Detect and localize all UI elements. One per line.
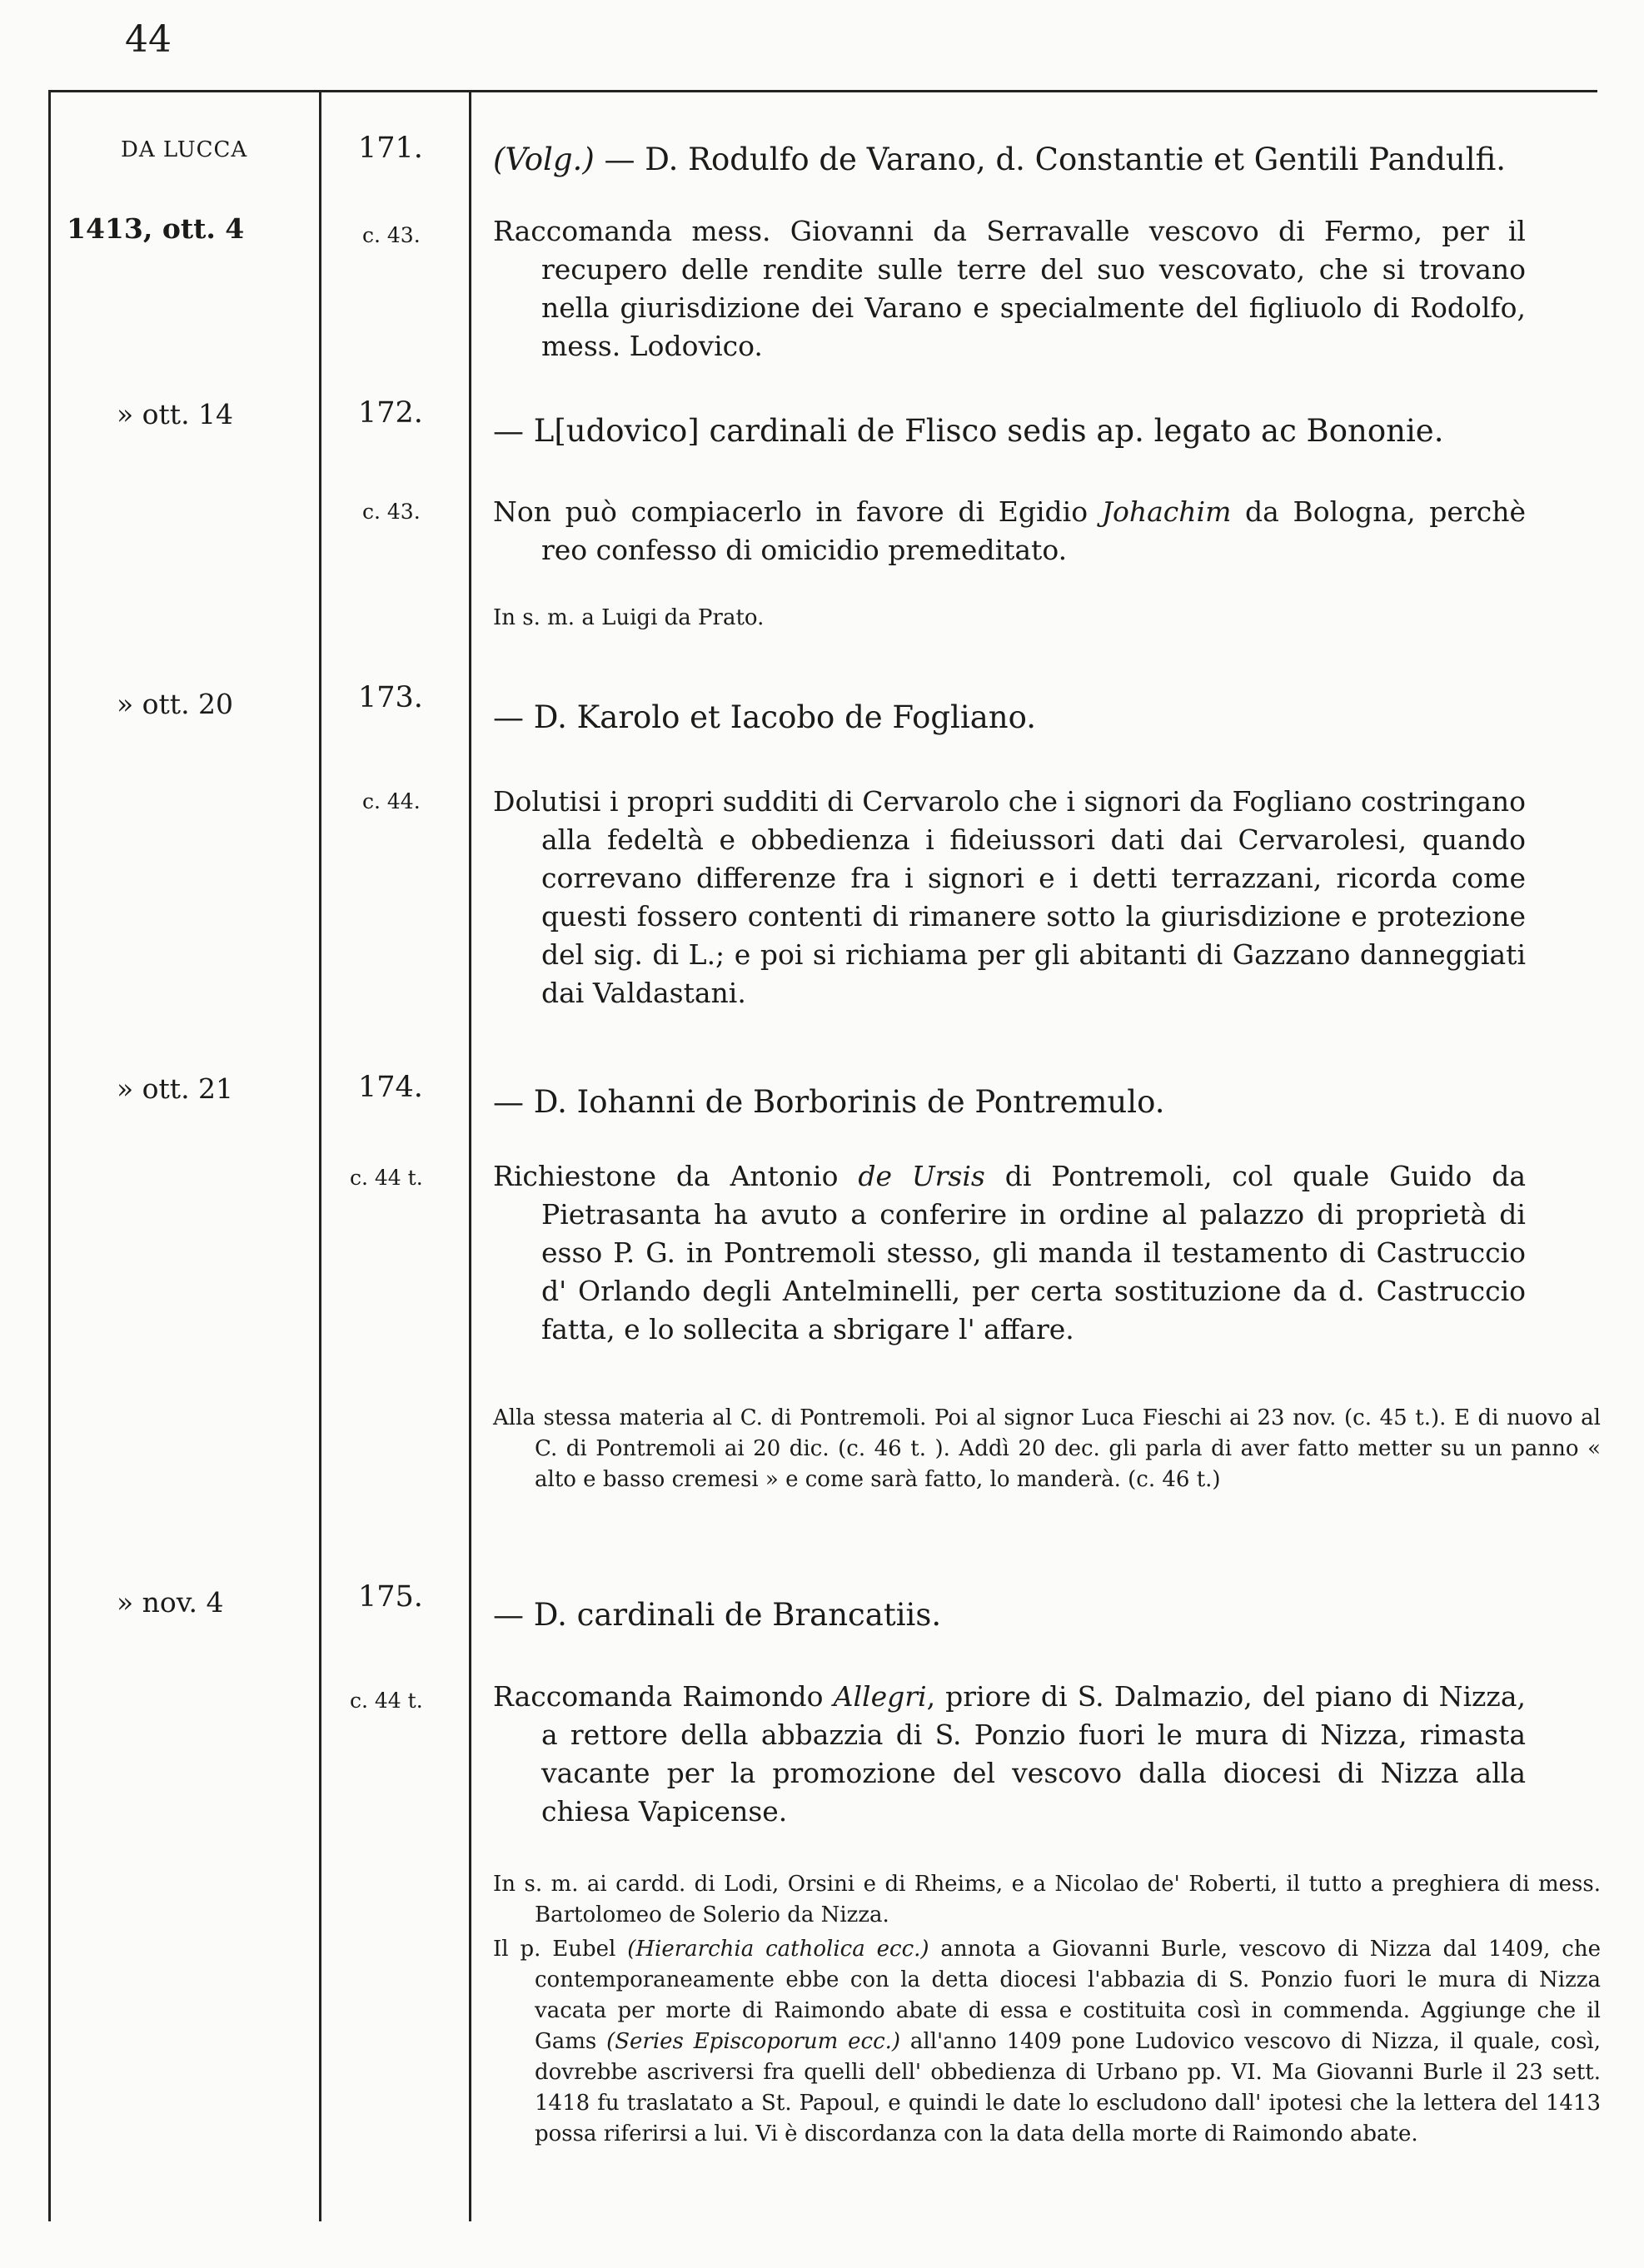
entry-body [493, 783, 1526, 1012]
entry-heading: — D. cardinali de Brancatiis. [493, 1597, 942, 1633]
entry-note-text: Alla stessa materia al C. di Pontremoli. Poi al signor Luca Fieschi ai 23 nov. (c. 45 t.). E di nuovo al C. di Pontremoli ai 20 dic. (c. 46 t. ). Addì 20 dec. gli parla di aver fatto metter su un panno « alto e basso cremesi » e come sarà fatto, lo manderà. (c. 46 t.) [493, 1405, 1601, 1492]
entry-body-text [493, 493, 1526, 569]
body-part: Richiestone da Antonio [493, 1160, 859, 1192]
entry-number: 175. [358, 1580, 423, 1614]
entry-carta: c. 44 t. [350, 1166, 423, 1190]
entry-body [493, 493, 1526, 569]
body-part: , priore di S. Dalmazio, del piano di Nizza, a rettore della abbazzia di S. Ponzio fuori le mura di Nizza, rimasta vacante per la promozione del vescovo dalla diocesi di Nizza alla chiesa Vapicense. [541, 1680, 1526, 1828]
entry-heading [493, 142, 1506, 177]
entry-carta: c. 43. [362, 500, 421, 524]
column-rule-date [319, 90, 321, 2221]
entry-number: 173. [358, 681, 423, 714]
top-rule [48, 90, 1597, 92]
entry-date: » ott. 20 [117, 688, 234, 720]
entry-heading: — D. Karolo et Iacobo de Fogliano. [493, 699, 1036, 735]
heading-italic: (Volg.) [493, 142, 595, 177]
body-part: da Bologna, perchè reo confesso di omicidio premeditato. [541, 495, 1526, 566]
entry-note [493, 1403, 1601, 1495]
entry-notes [493, 1869, 1601, 2150]
note-italic: (Series Episcoporum ecc.) [606, 2029, 901, 2054]
entry-date: » nov. 4 [117, 1586, 224, 1619]
body-italic: Johachim [1101, 495, 1232, 528]
entry-note-text [493, 1934, 1601, 2150]
entry-carta: c. 44. [362, 789, 421, 813]
note-italic: (Hierarchia catholica ecc.) [627, 1937, 929, 1962]
entry-body [493, 1678, 1526, 1831]
page-number: 44 [125, 18, 172, 61]
entry-body-text: Dolutisi i propri sudditi di Cervarolo che i signori da Fogliano costringano alla fedeltà e obbedienza i fideiussori dati dai Cervarolesi, quando correvano differenze fra i signori e i detti terrazzani, ricorda come questi fossero contenti di rimanere sotto la giurisdizione e protezione del sig. di L.; e poi si richiama per gli abitanti di Gazzano danneggiati dai Valdastani. [493, 785, 1526, 1009]
entry-carta: c. 44 t. [350, 1689, 423, 1713]
entry-body-text: Raccomanda mess. Giovanni da Serravalle vescovo di Fermo, per il recupero delle rendite sulle terre del suo vescovato, che si trovano nella giurisdizione dei Varano e specialmente del figliuolo di Rodolfo, mess. Lodovico. [493, 215, 1526, 362]
entry-body [493, 212, 1526, 366]
entry-heading: — L[udovico] cardinali de Flisco sedis ap. legato ac Bononie. [493, 413, 1444, 449]
heading-text: — D. Rodulfo de Varano, d. Constantie et Gentili Pandulfi. [594, 142, 1507, 177]
body-italic: de Ursis [858, 1160, 985, 1192]
entry-body-text [493, 1678, 1526, 1831]
entry-heading: — D. Iohanni de Borborinis de Pontremulo. [493, 1084, 1165, 1120]
entry-note-text: In s. m. a Luigi da Prato. [493, 605, 765, 630]
entry-number: 174. [358, 1071, 423, 1104]
entry-body-text [493, 1157, 1526, 1349]
entry-number: 172. [358, 396, 423, 430]
entry-number: 171. [358, 132, 423, 165]
column-rule-number [469, 90, 471, 2221]
body-part: Non può compiacerlo in favore di Egidio [493, 495, 1102, 528]
header-place: DA LUCCA [121, 137, 248, 162]
entry-carta: c. 43. [362, 223, 421, 247]
entry-date [67, 212, 244, 245]
body-part: Raccomanda Raimondo [493, 1680, 834, 1713]
body-part: di Pontremoli, col quale Guido da Pietrasanta ha avuto a conferire in ordine al palazzo di proprietà di esso P. G. in Pontremoli stesso, gli manda il testamento di Castruccio d' Orlando degli Antelminelli, per certa sostituzione da d. Castruccio fatta, e lo sollecita a sbrigare l' affare. [541, 1160, 1526, 1345]
entry-note [493, 603, 1601, 634]
note-part: Il p. Eubel [493, 1937, 628, 1962]
entry-note-text: In s. m. ai cardd. di Lodi, Orsini e di Rheims, e a Nicolao de' Roberti, il tutto a preghiera di mess. Bartolomeo de Solerio da Nizza. [493, 1872, 1601, 1927]
entry-date: » ott. 14 [117, 398, 234, 430]
entry-body [493, 1157, 1526, 1349]
left-rule [48, 90, 51, 2221]
note-part: annota a Giovanni Burle, vescovo di Nizza dal 1409, che contemporaneamente ebbe con la detta diocesi l'abbazia di S. Ponzio fuori le mura di Nizza vacata per morte di Raimondo abate di essa e costituita così in commenda. Aggiunge che il Gams [535, 1937, 1601, 2054]
entry-date-text: 1413, ott. 4 [67, 212, 245, 245]
entry-date: » ott. 21 [117, 1072, 234, 1105]
note-part: all'anno 1409 pone Ludovico vescovo di Nizza, il quale, così, dovrebbe ascriversi fra quelli dell' obbedienza di Urbano pp. VI. Ma Giovanni Burle il 23 sett. 1418 fu traslatato a St. Papoul, e quindi le date lo escludono dall' ipotesi che la lettera del 1413 possa riferirsi a lui. Vi è discordanza con la data della morte di Raimondo abate. [535, 2029, 1601, 2146]
body-italic: Allegri [833, 1680, 927, 1713]
